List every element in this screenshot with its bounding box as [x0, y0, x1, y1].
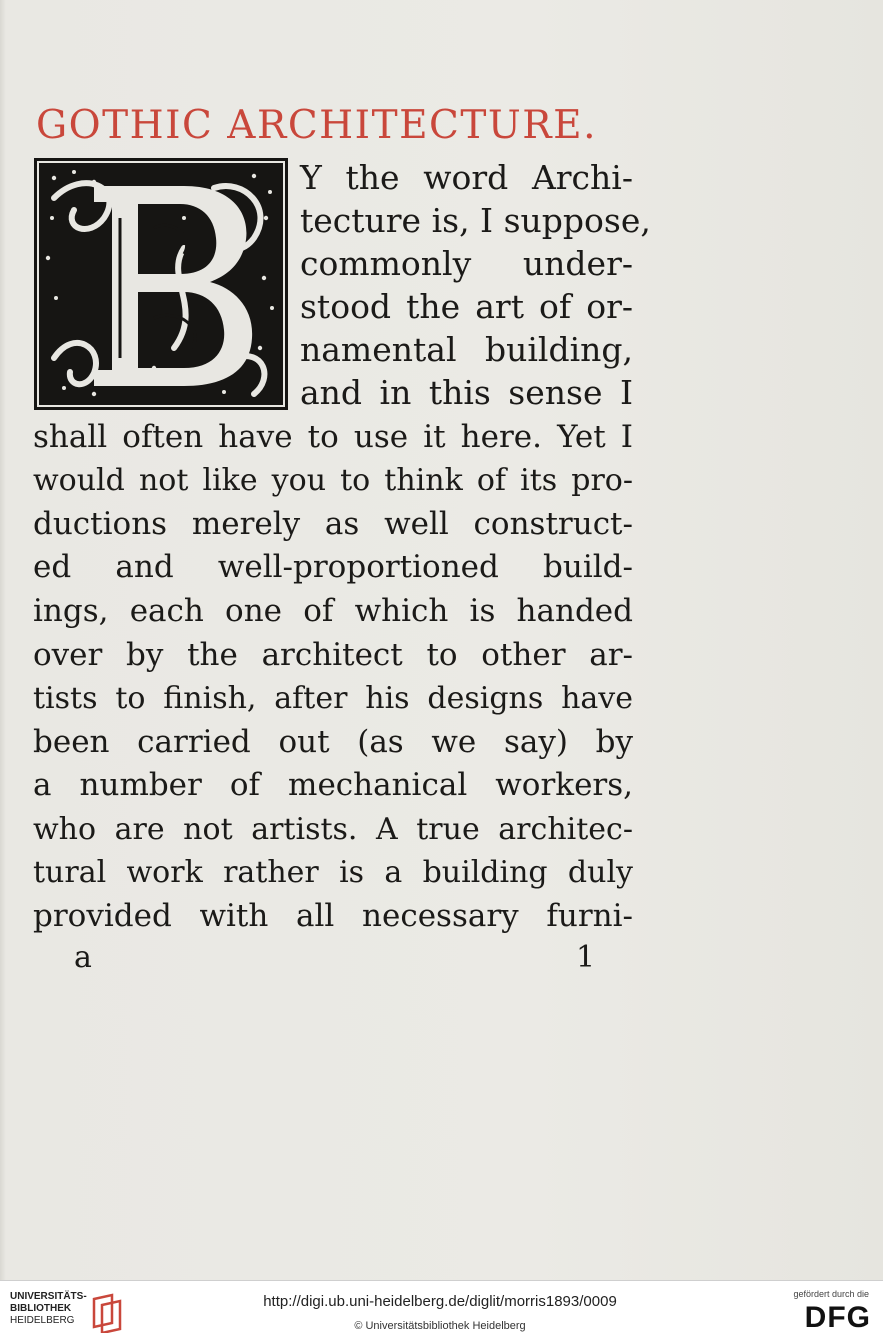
text-line-16: who are not artists. A true architec-: [33, 812, 633, 847]
text-line-7: shall often have to use it here. Yet I: [33, 419, 633, 455]
text-line-15: a number of mechanical workers,: [33, 767, 633, 803]
source-url-link[interactable]: http://digi.ub.uni-heidelberg.de/diglit/morris1893/0009: [263, 1293, 617, 1310]
library-logo[interactable]: [10, 1291, 130, 1337]
page-number: 1: [576, 940, 596, 975]
decorated-initial: [34, 158, 288, 410]
text-line-2: tecture is, I suppose,: [300, 201, 651, 240]
viewer-footer: [0, 1280, 883, 1343]
library-line-2: BIBLIOTHEK: [10, 1303, 72, 1314]
initial-b-ornament: [34, 158, 288, 410]
chapter-heading: GOTHIC ARCHITECTURE.: [36, 103, 598, 148]
text-line-5: namental building,: [300, 330, 633, 369]
text-line-12: over by the architect to other ar-: [33, 637, 633, 673]
library-emblem-icon: [90, 1293, 126, 1333]
text-line-14: been carried out (as we say) by: [33, 724, 633, 760]
text-line-10: ed and well-proportioned build-: [33, 549, 633, 585]
text-line-11: ings, each one of which is handed: [33, 593, 633, 629]
text-line-18: provided with all necessary furni-: [33, 898, 633, 934]
library-line-1: UNIVERSITÄTS-: [10, 1291, 87, 1302]
copyright-notice: © Universitätsbibliothek Heidelberg: [354, 1320, 526, 1332]
text-line-8: would not like you to think of its pro-: [33, 463, 633, 498]
dfg-logo[interactable]: DFG: [804, 1301, 871, 1334]
text-line-9: ductions merely as well construct-: [33, 506, 633, 542]
text-line-1: Y the word Archi-: [300, 158, 633, 197]
text-line-3: commonly under-: [300, 244, 633, 283]
text-line-13: tists to finish, after his designs have: [33, 681, 633, 716]
library-name: [10, 1291, 87, 1327]
funding-note: gefördert durch die: [793, 1289, 869, 1299]
library-line-3: HEIDELBERG: [10, 1315, 75, 1326]
signature-mark: a: [74, 940, 92, 975]
text-line-4: stood the art of or-: [300, 287, 633, 326]
text-line-17: tural work rather is a building duly: [33, 855, 633, 890]
text-line-6: and in this sense I: [300, 373, 633, 412]
